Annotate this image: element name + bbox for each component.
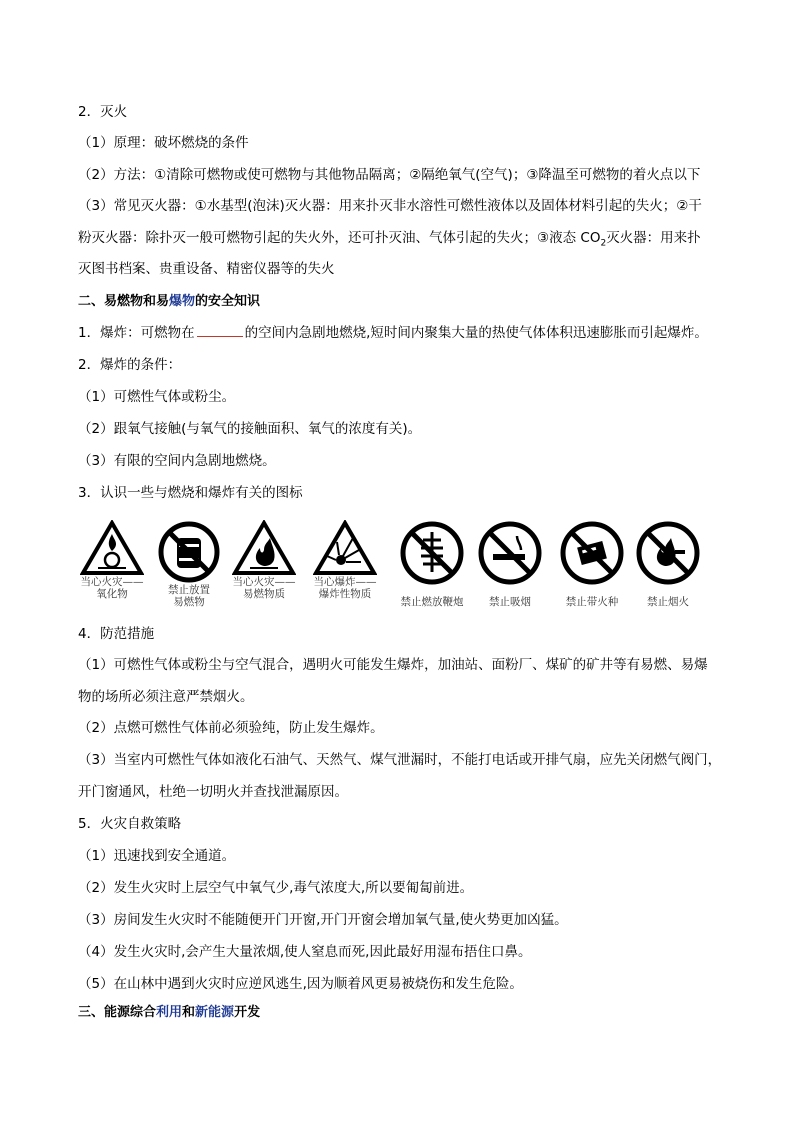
no-smoking-icon (477, 520, 543, 586)
oxidizer-warning-icon (80, 520, 144, 576)
prevention-line-3: （2）点燃可燃性气体前必须验纯，防止发生爆炸。 (78, 720, 384, 736)
extinguisher-types-line3: 灭图书档案、贵重设备、精密仪器等的失火 (78, 261, 335, 277)
explosive-warning-sign: 当心爆炸—— 爆炸性物质 (306, 520, 384, 600)
no-matches-icon (559, 520, 625, 586)
no-open-flame-icon (635, 520, 701, 586)
no-firecrackers-icon (399, 520, 465, 586)
icons-title: 3．认识一些与燃烧和爆炸有关的图标 (78, 485, 303, 501)
prevention-line-1: （1）可燃性气体或粉尘与空气混合，遇明火可能发生爆炸，加油站、面粉厂、煤矿的矿井等有易燃、易爆 (78, 657, 708, 673)
no-smoking-sign: 禁止吸烟 (474, 520, 546, 608)
extinguisher-types-line1: （3）常见灭火器：①水基型(泡沫)灭火器：用来扑灭非水溶性可燃性液体以及固体材料引起的失火；②干 (78, 198, 702, 214)
section-title-extinguish: 2．灭火 (78, 104, 128, 120)
selfrescue-line-3: （3）房间发生火灾时不能随便开门开窗,开门开窗会增加氧气量,使火势更加凶猛。 (78, 912, 568, 928)
part3-heading: 三、能源综合利用和新能源开发 (78, 1005, 261, 1020)
explosion-condition-3: （3）有限的空间内急剧地燃烧。 (78, 453, 276, 469)
selfrescue-line-2: （2）发生火灾时上层空气中氧气少,毒气浓度大,所以要匍匐前进。 (78, 880, 474, 896)
extinguish-principle: （1）原理：破坏燃烧的条件 (78, 135, 249, 151)
co2-subscript: 2 (600, 238, 607, 249)
prevention-line-2: 物的场所必须注意严禁烟火。 (78, 689, 254, 705)
extinguisher-types-line2: 粉灭火器：除扑灭一般可燃物引起的失火外，还可扑灭油、气体引起的失火；③液态 $CO_2$灭火器：用来扑 (78, 230, 701, 249)
fill-in-blank[interactable] (197, 324, 243, 337)
selfrescue-title: 5．火灾自救策略 (78, 816, 182, 832)
explosion-condition-1: （1）可燃性气体或粉尘。 (78, 389, 236, 405)
no-matches-sign: 禁止带火种 (552, 520, 632, 608)
no-flammables-icon (157, 520, 221, 584)
prevention-line-5: 开门窗通风，杜绝一切明火并查找泄漏原因。 (78, 784, 348, 800)
no-open-flame-sign: 禁止烟火 (632, 520, 704, 608)
explosion-conditions-title: 2．爆炸的条件： (78, 357, 182, 373)
explosion-condition-2: （2）跟氧气接触(与氧气的接触面积、氧气的浓度有关)。 (78, 421, 422, 437)
explosive-warning-icon (313, 520, 377, 576)
no-flammables-sign: 禁止放置 易燃物 (154, 520, 224, 608)
no-firecrackers-sign: 禁止燃放鞭炮 (392, 520, 472, 608)
prevention-line-4: （3）当室内可燃性气体如液化石油气、天然气、煤气泄漏时，不能打电话或开排气扇，应先关闭燃气阀门， (78, 752, 722, 768)
oxidizer-warning-sign: 当心火灾—— 氧化物 (76, 520, 148, 600)
explosion-definition: 1．爆炸：可燃物在 的空间内急剧地燃烧,短时间内聚集大量的热使气体体积迅速膨胀而引起爆炸。 (78, 325, 708, 341)
extinguish-methods: （2）方法：①清除可燃物或使可燃物与其他物品隔离；②隔绝氧气(空气)；③降温至可燃物的着火点以下 (78, 167, 701, 183)
selfrescue-line-4: （4）发生火灾时,会产生大量浓烟,使人窒息而死,因此最好用湿布捂住口鼻。 (78, 944, 532, 960)
flammable-warning-icon (232, 520, 296, 576)
selfrescue-line-5: （5）在山林中遇到火灾时应逆风逃生,因为顺着风更易被烧伤和发生危险。 (78, 976, 523, 992)
part2-heading: 二、易燃物和易爆物的安全知识 (78, 294, 261, 309)
flammable-warning-sign: 当心火灾—— 易燃物质 (226, 520, 302, 600)
prevention-title: 4．防范措施 (78, 626, 155, 642)
selfrescue-line-1: （1）迅速找到安全通道。 (78, 848, 236, 864)
